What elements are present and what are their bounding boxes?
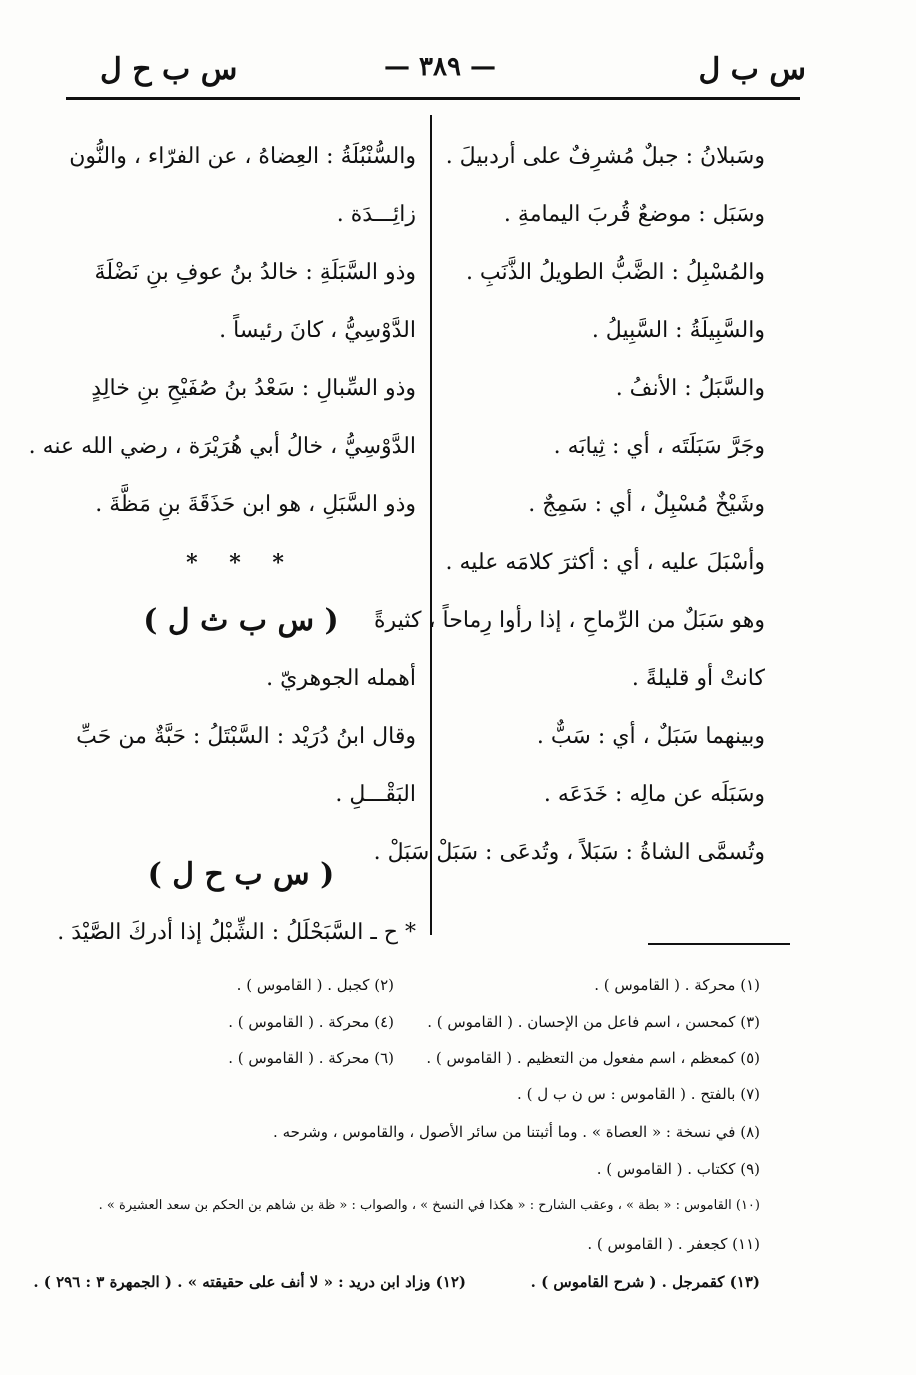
entry-line: وبينهما سَبَلٌ ، أي : سَبٌّ .: [536, 724, 765, 749]
root-heading-sbthl: ( س ب ث ل ): [143, 603, 339, 638]
footnote-11: (١١) كجعفر . ( القاموس ) .: [587, 1235, 760, 1253]
running-header-left: س ب ح ل: [100, 52, 238, 87]
entry-line: وشَيْخٌ مُسْبِلٌ ، أي : سَمِجٌ .: [528, 492, 765, 517]
entry-line: وذو السَّبَلَةِ : خالدُ بنُ عوفِ بنِ نَضْلَةَ: [94, 260, 416, 285]
footnote-2: (٢) كجبل . ( القاموس ) .: [236, 976, 394, 994]
entry-line: * ح ـ السَّبَحْلَلُ : الشِّبْلُ إذا أدركَ الصَّيْدَ .: [57, 920, 416, 945]
entry-line: أهمله الجوهريّ .: [266, 666, 416, 691]
entry-line: وذو السَّبَلِ ، هو ابن حَذَقَةَ بنِ مَظَّةَ .: [95, 492, 416, 517]
entry-line: والمُسْبِلُ : الضَّبُّ الطويلُ الذَّنَبِ .: [465, 260, 765, 285]
footnote-1: (١) محركة . ( القاموس ) .: [594, 976, 760, 994]
entry-line: وأسْبَلَ عليه ، أي : أكثرَ كلامَه عليه .: [445, 550, 765, 575]
entry-line: الدَّوْسِيُّ ، خالُ أبي هُرَيْرَة ، رضي الله عنه .: [28, 434, 416, 459]
footnote-9: (٩) ككتاب . ( القاموس ) .: [596, 1160, 760, 1178]
page-number: — ٣٨٩ —: [383, 52, 497, 82]
entry-line: والسَّبَلُ : الأنفُ .: [615, 376, 765, 401]
left-column: [28, 128, 416, 962]
entry-line: وذو السِّبالِ : سَعْدُ بنُ صُفَيْحِ بنِ خالِدٍ: [91, 376, 416, 401]
footnote-8: (٨) في نسخة : « العصاة » . وما أثبتنا من سائر الأصول ، والقاموس ، وشرحه .: [273, 1123, 760, 1141]
entry-line: وسَبلانُ : جبلٌ مُشرِفٌ على أردبيلَ .: [445, 144, 765, 169]
footnote-7: (٧) بالفتح . ( القاموس : س ن ب ل ) .: [517, 1085, 760, 1103]
footnote-3: (٣) كمحسن ، اسم فاعل من الإحسان . ( القاموس ) .: [427, 1013, 760, 1031]
footnote-4: (٤) محركة . ( القاموس ) .: [228, 1013, 394, 1031]
entry-line: وهو سَبَلٌ من الرِّماحِ ، إذا رأوا رِماحاً ، كثيرةً: [374, 608, 765, 633]
root-heading-sbhl: ( س ب ح ل ): [147, 857, 335, 892]
entry-line: وسَبَل : موضعٌ قُربَ اليمامةِ .: [503, 202, 765, 227]
footnote-6: (٦) محركة . ( القاموس ) .: [228, 1049, 394, 1067]
section-separator: * * *: [186, 550, 296, 576]
entry-line: وقال ابنُ دُرَيْد : السَّبْتَلُ : حَبَّةٌ من حَبِّ: [76, 724, 416, 749]
column-divider: [430, 115, 432, 935]
footnote-13: (١٣) كقمرجل . ( شرح القاموس ) .: [530, 1273, 760, 1291]
footnote-5: (٥) كمعظم ، اسم مفعول من التعظيم . ( القاموس ) .: [426, 1049, 760, 1067]
entry-line: وتُسمَّى الشاةُ : سَبَلاً ، وتُدعَى : سَبَلْ سَبَلْ .: [373, 840, 765, 865]
entry-line: زائِـــدَة .: [336, 202, 416, 227]
footnote-rule: [648, 943, 790, 945]
running-header-right: س ب ل: [698, 52, 806, 87]
header-rule: [66, 97, 800, 100]
footnote-10: (١٠) القاموس : « بطة » ، وعقب الشارح : « هكذا في النسخ » ، والصواب : « ظة بن شاهم بن الحكم بن سعد العشيرة » .: [98, 1198, 760, 1213]
entry-line: وجَرَّ سَبَلَتَه ، أي : ثِيابَه .: [553, 434, 765, 459]
entry-line: البَقْـــلِ .: [335, 782, 416, 807]
entry-line: والسُّنْبُلَةُ : العِضاهُ ، عن الفرّاء ، والنُّون: [69, 144, 416, 169]
footnote-12: (١٢) وزاد ابن دريد : « لا أنف على حقيقته » . ( الجمهرة ٣ : ٢٩٦ ) .: [33, 1273, 466, 1291]
entry-line: الدَّوْسِيُّ ، كانَ رئيساً .: [219, 318, 416, 343]
entry-line: والسَّبِيلَةُ : السَّبِيلُ .: [591, 318, 765, 343]
entry-line: وسَبَلَه عن مالِه : خَدَعَه .: [543, 782, 765, 807]
entry-line: كانتْ أو قليلةً .: [631, 666, 765, 691]
